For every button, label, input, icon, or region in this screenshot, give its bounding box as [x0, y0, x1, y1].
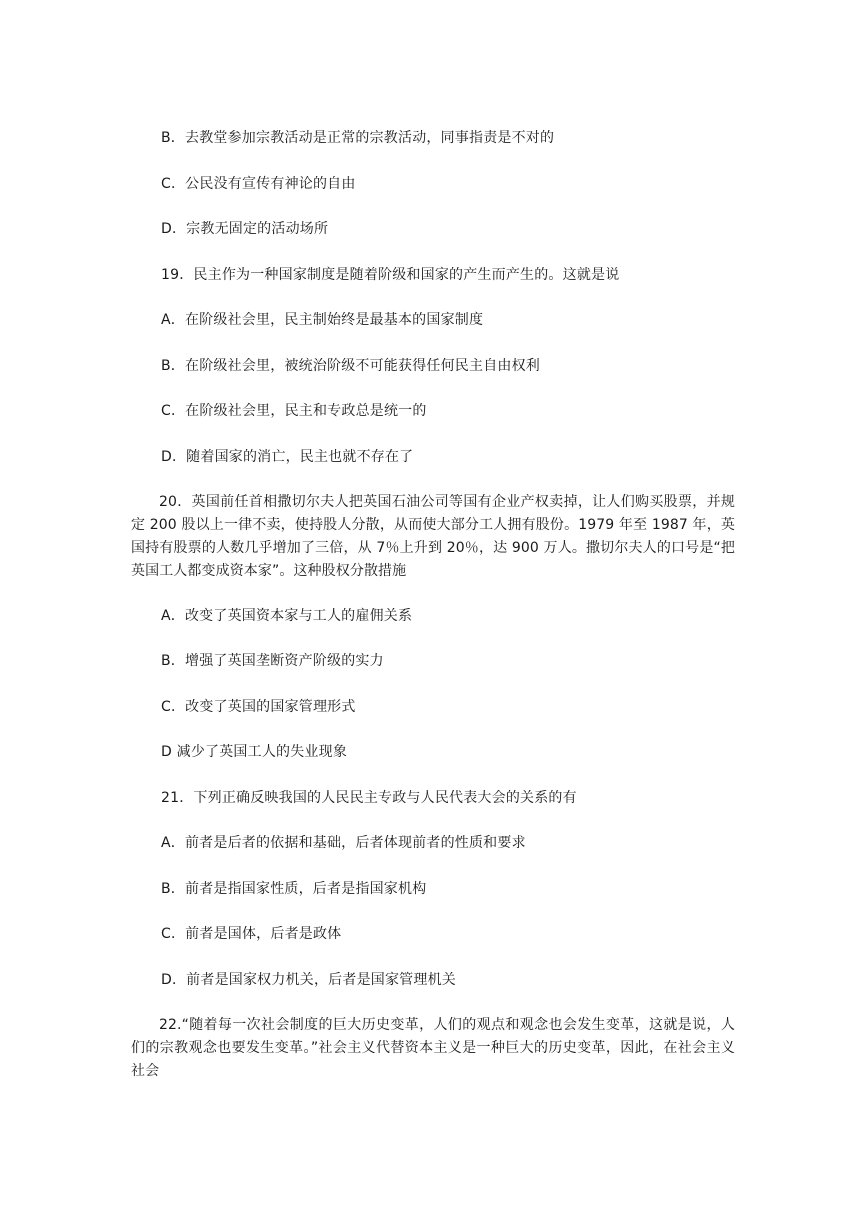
q21-stem: 21．下列正确反映我国的人民民主专政与人民代表大会的关系的有: [161, 790, 577, 806]
q20-option-b: B．增强了英国垄断资产阶级的实力: [161, 653, 384, 669]
q21-option-d: D．前者是国家权力机关，后者是国家管理机关: [161, 972, 456, 988]
q19-stem: 19．民主作为一种国家制度是随着阶级和国家的产生而产生的。这就是说: [161, 267, 620, 283]
q22-stem: 22.“随着每一次社会制度的巨大历史变革，人们的观点和观念也会发生变革，这就是说，人们的宗教观念也要发生变革。”社会主义代替资本主义是一种巨大的历史变革，因此，在社会主义社会: [131, 1017, 735, 1079]
q19-option-d: D．随着国家的消亡，民主也就不存在了: [161, 449, 414, 465]
q20-option-c: C．改变了英国的国家管理形式: [161, 699, 356, 715]
q21-option-a: A．前者是后者的依据和基础，后者体现前者的性质和要求: [161, 835, 526, 851]
q18-option-c: C．公民没有宣传有神论的自由: [161, 176, 356, 192]
q19-option-c: C．在阶级社会里，民主和专政总是统一的: [161, 403, 427, 419]
q21-option-b: B．前者是指国家性质，后者是指国家机构: [161, 881, 427, 897]
q20-option-d: D 减少了英国工人的失业现象: [161, 744, 348, 760]
q19-option-b: B．在阶级社会里，被统治阶级不可能获得任何民主自由权利: [161, 358, 541, 374]
q21-option-c: C．前者是国体，后者是政体: [161, 926, 342, 942]
q19-option-a: A．在阶级社会里，民主制始终是最基本的国家制度: [161, 312, 484, 328]
q20-stem: 20．英国前任首相撒切尔夫人把英国石油公司等国有企业产权卖掉，让人们购买股票，并规定 200 股以上一律不卖，使持股人分散，从而使大部分工人拥有股份。1979 年至 1987 年，英国持有股票的人数几乎增加了三倍，从 7％上升到 20％，达 900 万人。撒切尔夫人的口号是“把英国工人都变成资本家”。这种股权分散措施: [131, 494, 735, 579]
q18-option-b: B．去教堂参加宗教活动是正常的宗教活动，同事指责是不对的: [161, 130, 555, 146]
q18-option-d: D．宗教无固定的活动场所: [161, 221, 329, 237]
q20-option-a: A．改变了英国资本家与工人的雇佣关系: [161, 608, 413, 624]
